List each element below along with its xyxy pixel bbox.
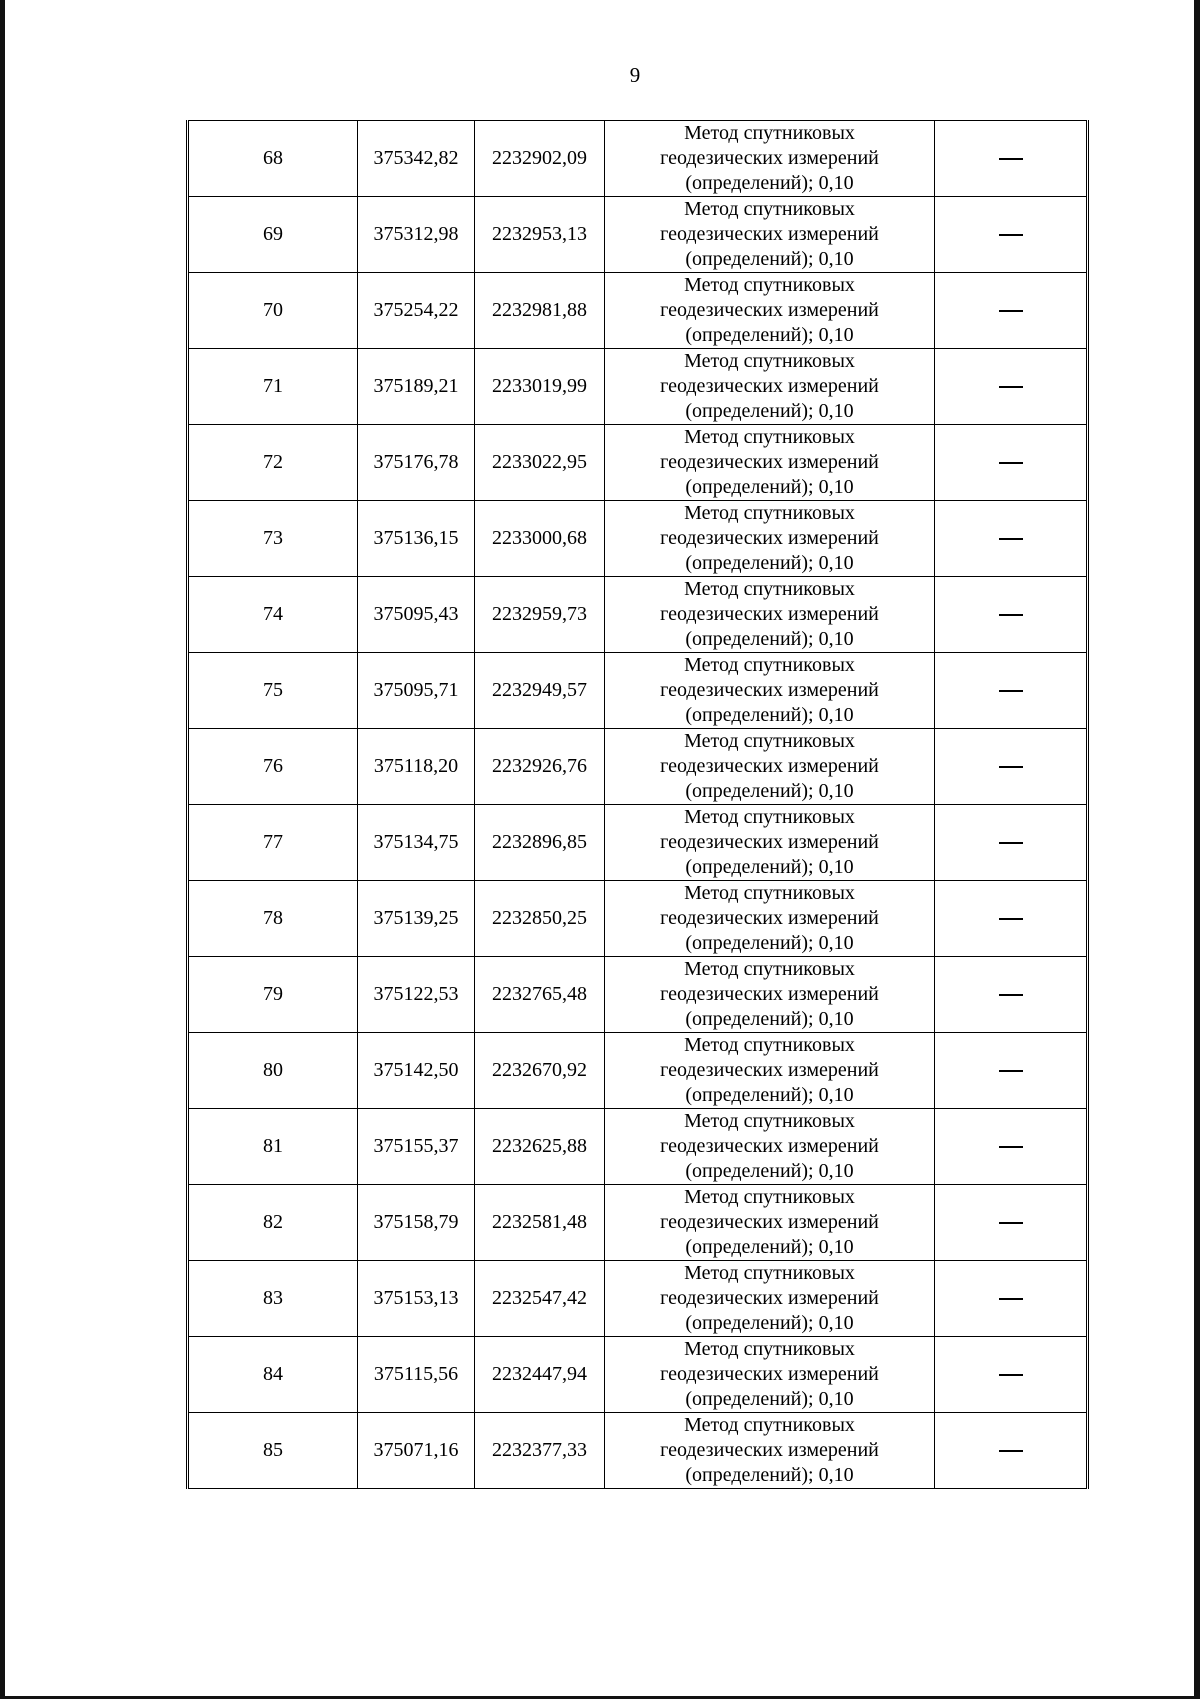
table-row [188,1261,1088,1337]
table-row [188,273,1088,349]
method-cell [605,1337,935,1413]
description-cell [935,425,1088,501]
method-line: Метод спутниковых [684,1110,855,1132]
y-coordinate-cell: 2233022,95 [475,425,605,501]
method-line: Метод спутниковых [684,198,855,220]
table-row [188,1109,1088,1185]
y-coordinate-cell: 2232896,85 [475,805,605,881]
y-coordinate-cell: 2232959,73 [475,577,605,653]
dash-mark [999,766,1023,768]
method-line: (определений); 0,10 [685,324,854,346]
x-coordinate-cell: 375176,78 [358,425,475,501]
description-cell [935,805,1088,881]
description-cell [935,881,1088,957]
method-line: Метод спутниковых [684,958,855,980]
method-cell [605,349,935,425]
y-coordinate-cell: 2232377,33 [475,1413,605,1489]
method-line: (определений); 0,10 [685,1008,854,1030]
method-cell [605,1185,935,1261]
description-cell [935,1261,1088,1337]
table-row [188,805,1088,881]
method-cell [605,881,935,957]
method-line: геодезических измерений [660,1287,879,1309]
method-line: (определений); 0,10 [685,704,854,726]
x-coordinate-cell: 375095,71 [358,653,475,729]
dash-mark [999,1298,1023,1300]
point-number-cell: 68 [188,121,358,197]
method-line: Метод спутниковых [684,1338,855,1360]
method-line: геодезических измерений [660,755,879,777]
y-coordinate-cell: 2232547,42 [475,1261,605,1337]
method-line: Метод спутниковых [684,730,855,752]
method-cell [605,1033,935,1109]
y-coordinate-cell: 2232949,57 [475,653,605,729]
table-row [188,577,1088,653]
method-line: Метод спутниковых [684,806,855,828]
method-line: Метод спутниковых [684,882,855,904]
point-number-cell: 77 [188,805,358,881]
method-line: геодезических измерений [660,1135,879,1157]
point-number-cell: 79 [188,957,358,1033]
table-row [188,349,1088,425]
y-coordinate-cell: 2232625,88 [475,1109,605,1185]
point-number-cell: 82 [188,1185,358,1261]
dash-mark [999,1070,1023,1072]
table-row [188,653,1088,729]
method-line: Метод спутниковых [684,654,855,676]
point-number-cell: 84 [188,1337,358,1413]
method-line: (определений); 0,10 [685,780,854,802]
coordinates-table [186,120,1089,1489]
method-cell [605,1261,935,1337]
description-cell [935,197,1088,273]
point-number-cell: 72 [188,425,358,501]
method-line: Метод спутниковых [684,578,855,600]
method-line: геодезических измерений [660,1211,879,1233]
method-line: (определений); 0,10 [685,400,854,422]
x-coordinate-cell: 375189,21 [358,349,475,425]
dash-mark [999,234,1023,236]
dash-mark [999,462,1023,464]
x-coordinate-cell: 375122,53 [358,957,475,1033]
point-number-cell: 73 [188,501,358,577]
description-cell [935,653,1088,729]
x-coordinate-cell: 375139,25 [358,881,475,957]
y-coordinate-cell: 2232670,92 [475,1033,605,1109]
table-row [188,957,1088,1033]
x-coordinate-cell: 375312,98 [358,197,475,273]
scan-edge-left [0,0,5,1699]
description-cell [935,121,1088,197]
dash-mark [999,614,1023,616]
description-cell [935,577,1088,653]
y-coordinate-cell: 2233000,68 [475,501,605,577]
table-row [188,501,1088,577]
dash-mark [999,842,1023,844]
description-cell [935,1109,1088,1185]
method-cell [605,1413,935,1489]
method-cell [605,197,935,273]
dash-mark [999,310,1023,312]
method-line: геодезических измерений [660,1439,879,1461]
description-cell [935,957,1088,1033]
point-number-cell: 85 [188,1413,358,1489]
x-coordinate-cell: 375136,15 [358,501,475,577]
point-number-cell: 74 [188,577,358,653]
table-row [188,1185,1088,1261]
method-line: геодезических измерений [660,1363,879,1385]
y-coordinate-cell: 2232926,76 [475,729,605,805]
table-row [188,1033,1088,1109]
table-row [188,197,1088,273]
method-cell [605,273,935,349]
method-line: геодезических измерений [660,603,879,625]
description-cell [935,1185,1088,1261]
method-line: (определений); 0,10 [685,248,854,270]
x-coordinate-cell: 375134,75 [358,805,475,881]
description-cell [935,501,1088,577]
table-row [188,425,1088,501]
x-coordinate-cell: 375142,50 [358,1033,475,1109]
point-number-cell: 76 [188,729,358,805]
y-coordinate-cell: 2232765,48 [475,957,605,1033]
point-number-cell: 71 [188,349,358,425]
method-cell [605,501,935,577]
method-line: Метод спутниковых [684,350,855,372]
y-coordinate-cell: 2232447,94 [475,1337,605,1413]
description-cell [935,729,1088,805]
description-cell [935,1033,1088,1109]
method-line: геодезических измерений [660,527,879,549]
scan-edge-right [1194,0,1200,1699]
table-row [188,121,1088,197]
method-line: геодезических измерений [660,299,879,321]
method-line: геодезических измерений [660,907,879,929]
x-coordinate-cell: 375155,37 [358,1109,475,1185]
method-line: Метод спутниковых [684,1034,855,1056]
method-line: (определений); 0,10 [685,1160,854,1182]
method-cell [605,577,935,653]
method-line: геодезических измерений [660,831,879,853]
method-line: (определений); 0,10 [685,932,854,954]
table-row [188,881,1088,957]
method-line: геодезических измерений [660,1059,879,1081]
dash-mark [999,158,1023,160]
table-row [188,1337,1088,1413]
method-line: геодезических измерений [660,983,879,1005]
method-cell [605,957,935,1033]
description-cell [935,273,1088,349]
coordinates-table-body [188,121,1088,1489]
point-number-cell: 80 [188,1033,358,1109]
y-coordinate-cell: 2232581,48 [475,1185,605,1261]
method-line: (определений); 0,10 [685,1388,854,1410]
method-cell [605,729,935,805]
x-coordinate-cell: 375118,20 [358,729,475,805]
dash-mark [999,1450,1023,1452]
method-cell [605,121,935,197]
point-number-cell: 78 [188,881,358,957]
method-line: геодезических измерений [660,147,879,169]
x-coordinate-cell: 375115,56 [358,1337,475,1413]
x-coordinate-cell: 375254,22 [358,273,475,349]
dash-mark [999,690,1023,692]
method-line: (определений); 0,10 [685,172,854,194]
method-line: Метод спутниковых [684,274,855,296]
dash-mark [999,1146,1023,1148]
y-coordinate-cell: 2233019,99 [475,349,605,425]
x-coordinate-cell: 375158,79 [358,1185,475,1261]
method-cell [605,1109,935,1185]
method-line: (определений); 0,10 [685,856,854,878]
y-coordinate-cell: 2232981,88 [475,273,605,349]
x-coordinate-cell: 375342,82 [358,121,475,197]
point-number-cell: 83 [188,1261,358,1337]
y-coordinate-cell: 2232850,25 [475,881,605,957]
method-line: (определений); 0,10 [685,1312,854,1334]
dash-mark [999,918,1023,920]
dash-mark [999,538,1023,540]
method-line: Метод спутниковых [684,1262,855,1284]
method-line: (определений); 0,10 [685,1084,854,1106]
table-row [188,729,1088,805]
method-line: геодезических измерений [660,375,879,397]
method-line: (определений); 0,10 [685,1464,854,1486]
method-line: Метод спутниковых [684,1414,855,1436]
y-coordinate-cell: 2232902,09 [475,121,605,197]
page-number: 9 [629,63,641,87]
description-cell [935,349,1088,425]
method-line: Метод спутниковых [684,1186,855,1208]
point-number-cell: 69 [188,197,358,273]
dash-mark [999,994,1023,996]
method-line: (определений); 0,10 [685,628,854,650]
point-number-cell: 75 [188,653,358,729]
method-line: геодезических измерений [660,451,879,473]
dash-mark [999,1374,1023,1376]
description-cell [935,1413,1088,1489]
method-line: Метод спутниковых [684,122,855,144]
x-coordinate-cell: 375153,13 [358,1261,475,1337]
method-line: Метод спутниковых [684,502,855,524]
dash-mark [999,386,1023,388]
method-line: (определений); 0,10 [685,552,854,574]
y-coordinate-cell: 2232953,13 [475,197,605,273]
method-line: (определений); 0,10 [685,1236,854,1258]
x-coordinate-cell: 375095,43 [358,577,475,653]
dash-mark [999,1222,1023,1224]
method-line: Метод спутниковых [684,426,855,448]
description-cell [935,1337,1088,1413]
method-cell [605,425,935,501]
method-cell [605,653,935,729]
point-number-cell: 70 [188,273,358,349]
x-coordinate-cell: 375071,16 [358,1413,475,1489]
method-line: (определений); 0,10 [685,476,854,498]
method-line: геодезических измерений [660,679,879,701]
method-cell [605,805,935,881]
point-number-cell: 81 [188,1109,358,1185]
table-row [188,1413,1088,1489]
method-line: геодезических измерений [660,223,879,245]
